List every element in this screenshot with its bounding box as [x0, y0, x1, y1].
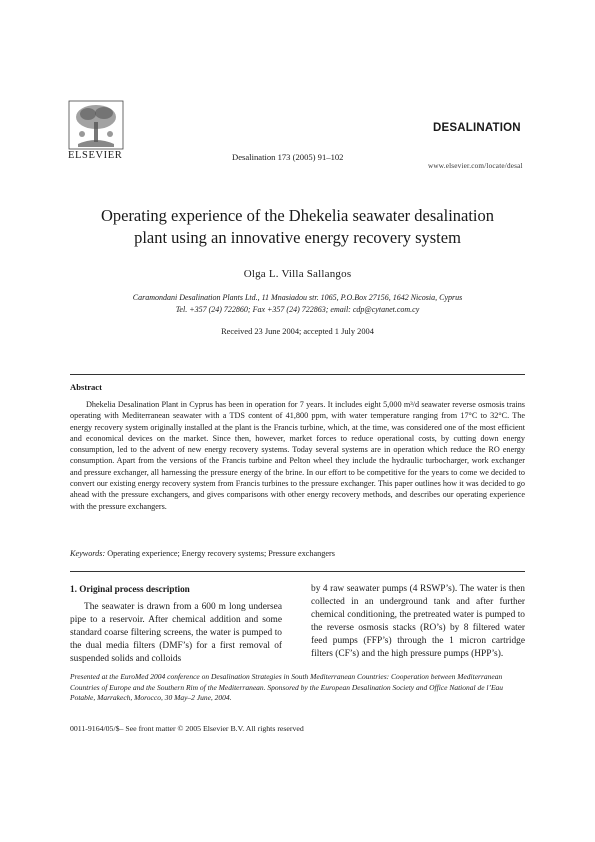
journal-name: DESALINATION [433, 122, 521, 134]
affiliation-line: Caramondani Desalination Plants Ltd., 11 Mnasiadou str. 1065, P.O.Box 27156, 1642 Nicosia, Cyprus [132, 293, 463, 302]
divider [70, 571, 525, 572]
affiliation [50, 292, 545, 315]
abstract-body: Dhekelia Desalination Plant in Cyprus has been in operation for 7 years. It includes eight 5,000 m³/d seawater reverse osmosis trains operating with Mediterranean seawater with a TDS content of 41,800 ppm, with water temperature ranging from 17°C to 32°C. The energy recovery system originally installed at the plant is the Francis turbine, which, at the time, was considered one of the most efficient and economical devices on the market. Since then, however, market forces to reduce operational costs, by cutting down energy consumption, led to the advent of new energy recovery systems. Today several systems are in operation which reduce the RO energy consumption. Apart from the versions of the Francis turbine and Pelton wheel they include the hydraulic turbocharger, work exchanger and pressure exchanger, all harnessing the pressure energy of the brine. In our effort to be competitive for the years to come we decided to convert our existing energy recovery system from Francis turbines to the pressure exchanger. This paper outlines how it was decided to go ahead with the pressure exchangers, and gives comparisons with other energy recovery methods, and describes our operating experience with the pressure exchangers. [70, 400, 525, 511]
received-dates: Received 23 June 2004; accepted 1 July 2004 [221, 327, 374, 336]
section-heading: 1. Original process description [70, 584, 190, 594]
keywords-text: Operating experience; Energy recovery systems; Pressure exchangers [105, 549, 335, 558]
body-column-left: The seawater is drawn from a 600 m long undersea pipe to a reservoir. After chemical addition and some standard coarse filtering screens, the water is pumped to the dual media filters (DMF’s) for a first removal of suspended solids and colloids [70, 602, 282, 665]
title-line: Operating experience of the Dhekelia seawater desalination [100, 206, 495, 225]
keywords-label: Keywords: [70, 549, 106, 558]
keywords [70, 549, 335, 558]
title-line: plant using an innovative energy recovery system [134, 228, 461, 247]
body-column-right: by 4 raw seawater pumps (4 RSWP’s). The water is then collected in an underground tank and after further chemical conditioning, the pretreated water is pumped to the reverse osmosis stacks (RO’s) by 8 filtered water feed pumps (FFP’s) through the 1 micron cartridge filters (CF’s) and the high pressure pumps (HPP’s). [311, 584, 525, 660]
copyright-line: 0011-9164/05/$– See front matter © 2005 Elsevier B.V. All rights reserved [70, 724, 304, 733]
article-title [50, 205, 545, 249]
elsevier-tree-logo-icon [68, 100, 124, 150]
publisher-name: ELSEVIER [68, 150, 123, 161]
divider [70, 374, 525, 375]
citation-line: Desalination 173 (2005) 91–102 [232, 152, 344, 162]
abstract-heading: Abstract [70, 382, 102, 392]
conference-footnote: Presented at the EuroMed 2004 conference on Desalination Strategies in South Mediterranean Countries: Cooperation between Mediterranean Countries of Europe and the Southern Rim of the Mediterranean. Sponsored by the European Desalination Society and Office National de l’Eau Potable, Marrakech, Morocco, 30 May–2 June, 2004. [70, 672, 504, 703]
author-name: Olga L. Villa Sallangos [243, 268, 352, 280]
affiliation-line: Tel. +357 (24) 722860; Fax +357 (24) 722863; email: cdp@cytanet.com.cy [175, 304, 420, 314]
journal-url[interactable]: www.elsevier.com/locate/desal [428, 162, 523, 170]
